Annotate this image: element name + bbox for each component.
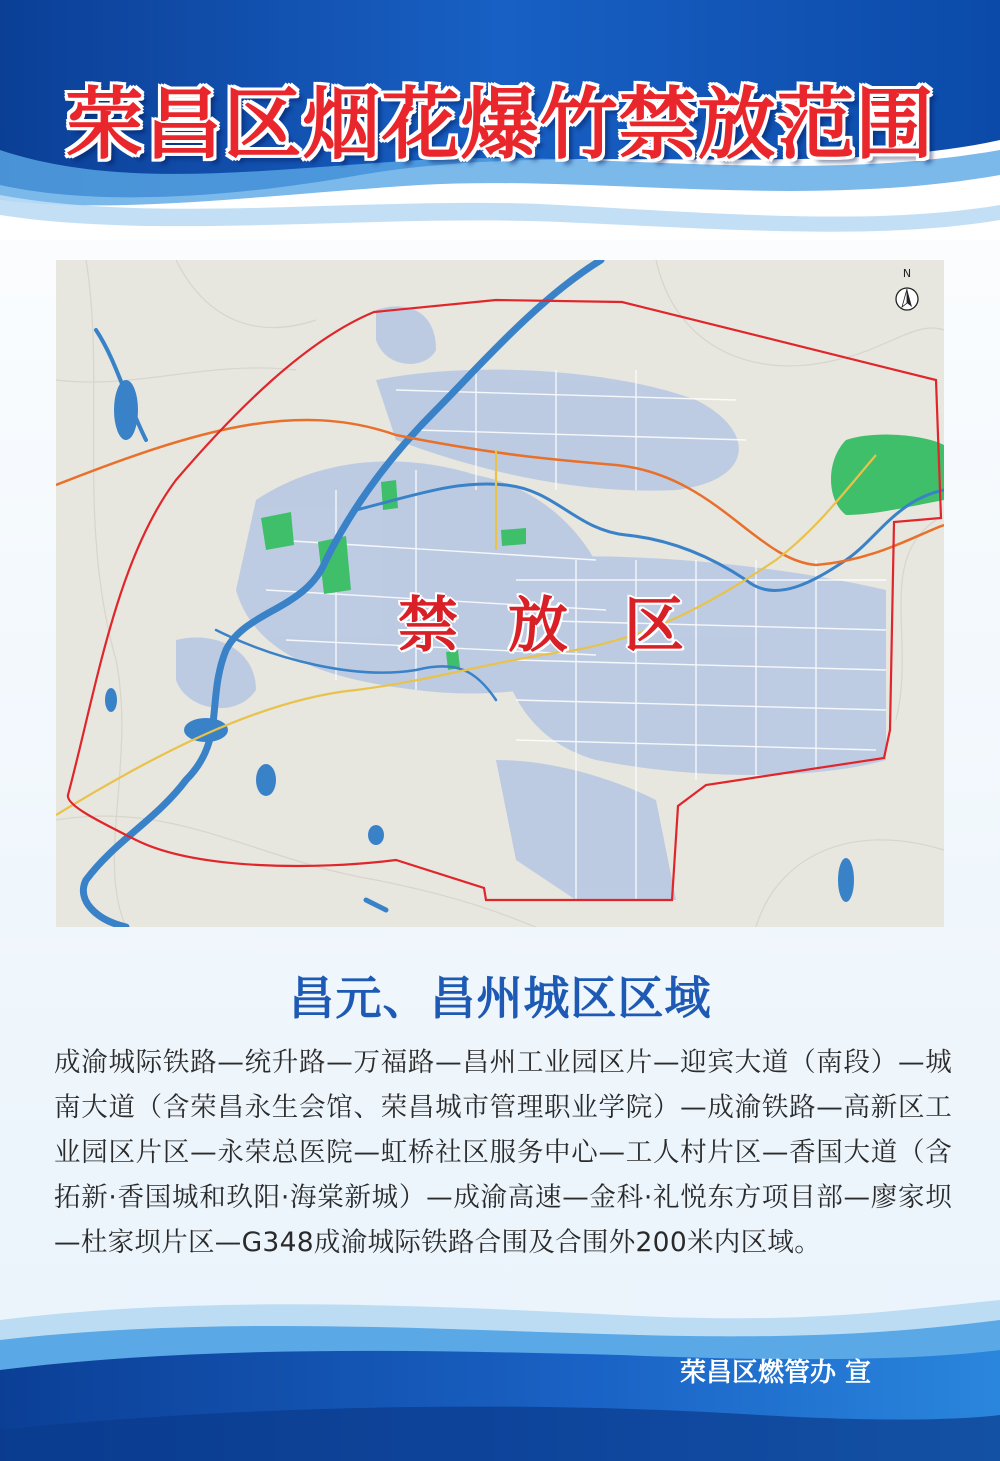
- map-image: [56, 260, 944, 927]
- publisher-credit: 荣昌区燃管办 宣: [680, 1358, 872, 1388]
- compass-icon: [892, 280, 922, 314]
- section-heading: 昌元、昌州城区区域: [288, 971, 712, 1025]
- north-arrow-label: N: [902, 267, 912, 280]
- zone-label-char-3: 区: [624, 591, 684, 661]
- north-arrow: [892, 268, 922, 318]
- zone-label-char-2: 放: [508, 591, 568, 661]
- poster-title: 荣昌区烟花爆竹禁放范围: [65, 80, 935, 170]
- map-canvas: [56, 260, 944, 927]
- boundary-description: 成渝城际铁路—统升路—万福路—昌州工业园区片—迎宾大道（南段）—城南大道（含荣昌永生会馆、荣昌城市管理职业学院）—成渝铁路—高新区工业园区片区—永荣总医院—虹桥社区服务中心—工人村片区—香国大道（含拓新·香国城和玖阳·海棠新城）—成渝高速—金科·礼悦东方项目部—廖家坝—杜家坝片区—G348成渝城际铁路合围及合围外200米内区域。: [54, 1047, 952, 1258]
- zone-label-char-1: 禁: [398, 591, 458, 661]
